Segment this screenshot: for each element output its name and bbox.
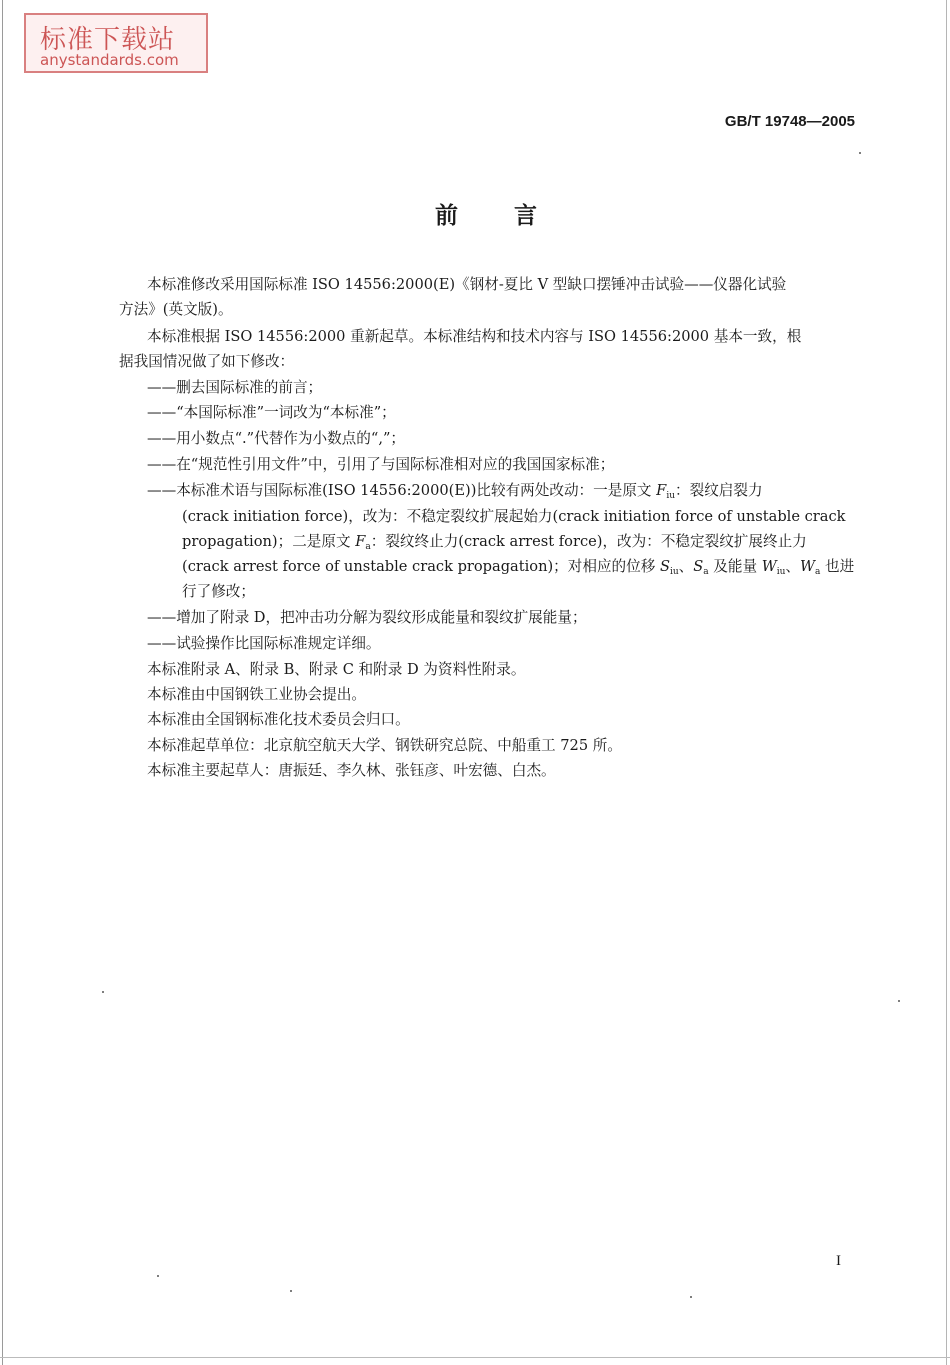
separator: 、 <box>785 558 800 575</box>
symbol-W: W <box>761 558 777 575</box>
text-run: (crack arrest force of unstable crack propagation)；对相应的位移 <box>182 558 660 575</box>
list-item: ——增加了附录 D，把冲击功分解为裂纹形成能量和裂纹扩展能量； <box>147 609 587 626</box>
subscript: iu <box>666 491 675 501</box>
scan-speck <box>898 1000 900 1002</box>
symbol-S: S <box>693 558 704 575</box>
paragraph-line: 本标准附录 A、附录 B、附录 C 和附录 D 为资料性附录。 <box>147 661 526 678</box>
subscript: a <box>703 567 709 577</box>
list-item <box>147 482 763 505</box>
paragraph-line: 本标准由中国钢铁工业协会提出。 <box>147 686 366 703</box>
symbol-F: F <box>656 482 667 499</box>
page-title: 前言 <box>435 203 593 229</box>
watermark-stamp <box>24 13 208 73</box>
subscript: iu <box>776 567 786 577</box>
text-run: propagation)；二是原文 <box>182 533 356 550</box>
text-run: ——本标准术语与国际标准(ISO 14556:2000(E))比较有两处改动：一是原文 <box>147 482 657 499</box>
scan-speck <box>690 1296 692 1298</box>
subscript: a <box>365 542 371 552</box>
subscript: iu <box>669 567 679 577</box>
scan-speck <box>157 1275 159 1277</box>
paragraph-line: 据我国情况做了如下修改： <box>119 353 295 370</box>
paragraph-line: 本标准起草单位：北京航空航天大学、钢铁研究总院、中船重工 725 所。 <box>147 737 622 754</box>
text-run: ：裂纹启裂力 <box>675 482 763 499</box>
list-item: ——“本国际标准”一词改为“本标准”； <box>147 404 396 421</box>
list-item-continuation: 行了修改； <box>182 583 255 600</box>
paragraph-line: 本标准主要起草人：唐振廷、李久林、张钰彦、叶宏德、白杰。 <box>147 762 556 779</box>
list-item-continuation <box>182 558 854 581</box>
scan-speck <box>290 1290 292 1292</box>
text-run: 及能量 <box>708 558 762 575</box>
separator: 、 <box>678 558 694 575</box>
standard-code: GB/T 19748—2005 <box>724 113 855 130</box>
page-edge-left <box>2 0 3 1365</box>
symbol-S: S <box>659 558 670 575</box>
list-item-continuation: (crack initiation force)，改为：不稳定裂纹扩展起始力(crack initiation force of unstable crack <box>182 508 846 525</box>
list-item: ——在“规范性引用文件”中，引用了与国际标准相对应的我国国家标准； <box>147 456 615 473</box>
text-run: ：裂纹终止力(crack arrest force)，改为：不稳定裂纹扩展终止力 <box>370 533 807 550</box>
watermark-cn: 标准下载站 <box>40 25 176 55</box>
paragraph-line: 本标准根据 ISO 14556:2000 重新起草。本标准结构和技术内容与 ISO 14556:2000 基本一致，根 <box>147 328 802 345</box>
paragraph-line: 本标准由全国钢标准化技术委员会归口。 <box>147 711 410 728</box>
text-run: 也进 <box>820 558 855 575</box>
list-item: ——用小数点“.”代替作为小数点的“,”； <box>147 430 406 447</box>
subscript: a <box>815 567 821 577</box>
scan-speck <box>859 152 861 154</box>
watermark-en: anystandards.com <box>40 51 179 69</box>
list-item: ——删去国际标准的前言； <box>147 379 323 396</box>
list-item: ——试验操作比国际标准规定详细。 <box>147 635 381 652</box>
list-item-continuation <box>182 533 807 556</box>
page-edge-right <box>946 0 947 1365</box>
page-number: I <box>836 1253 841 1269</box>
paragraph-line: 本标准修改采用国际标准 ISO 14556:2000(E)《钢材-夏比 V 型缺口摆锤冲击试验——仪器化试验 <box>147 276 787 293</box>
paragraph-line: 方法》(英文版)。 <box>119 301 233 318</box>
scan-speck <box>102 991 104 993</box>
symbol-W: W <box>800 558 815 575</box>
symbol-F: F <box>355 533 366 550</box>
scan-bottom-edge <box>0 1357 950 1358</box>
